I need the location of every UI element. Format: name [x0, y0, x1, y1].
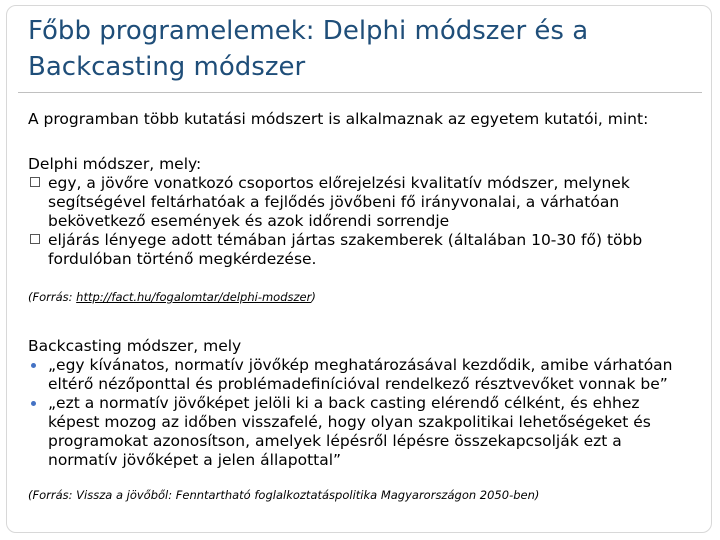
intro-text: A programban több kutatási módszert is alkalmaznak az egyetem kutatói, mint: [28, 110, 649, 128]
list-item: „egy kívánatos, normatív jövőkép meghatározásával kezdődik, amibe várhatóan eltérő nézőponttal és problémadefinícióval rendelkező résztvevőket vonnak be” [28, 356, 688, 394]
backcasting-heading: Backcasting módszer, mely [28, 337, 242, 355]
delphi-section [28, 155, 688, 269]
title-divider [18, 92, 702, 93]
list-item: „ezt a normatív jövőképet jelöli ki a back casting elérendő célként, és ehhez képest mozog az időben visszafelé, hogy olyan szakpolitikai lehetőségeket és programokat azonosítson, amelyek lépésről lépésre összekapcsolják ezt a normatív jövőképet a jelen állapottal” [28, 394, 688, 470]
delphi-list [28, 174, 688, 269]
checkbox-bullet-icon [30, 234, 40, 244]
list-item: eljárás lényege adott témában jártas szakemberek (általában 10-30 fő) több fordulóban történő megkérdezése. [28, 231, 688, 269]
backcasting-list [28, 356, 688, 470]
source-link[interactable]: http://fact.hu/fogalomtar/delphi-modszer [76, 290, 312, 304]
checkbox-bullet-icon [30, 177, 40, 187]
bullet-dot-icon [31, 363, 36, 368]
delphi-heading: Delphi módszer, mely: [28, 155, 202, 173]
slide-title: Főbb programelemek: Delphi módszer és a Backcasting módszer [28, 16, 589, 82]
backcasting-source: (Forrás: Vissza a jövőből: Fenntartható foglalkoztatáspolitika Magyarországon 2050-ben) [28, 488, 540, 502]
delphi-source: (Forrás: http://fact.hu/fogalomtar/delphi-modszer) [28, 290, 316, 304]
backcasting-section [28, 337, 688, 470]
bullet-dot-icon [31, 401, 36, 406]
list-item: egy, a jövőre vonatkozó csoportos előrejelzési kvalitatív módszer, melynek segítségével feltárhatóak a fejlődés jövőbeni fő irányvonalai, a várhatóan bekövetkező események és azok időrendi sorrendje [28, 174, 688, 231]
